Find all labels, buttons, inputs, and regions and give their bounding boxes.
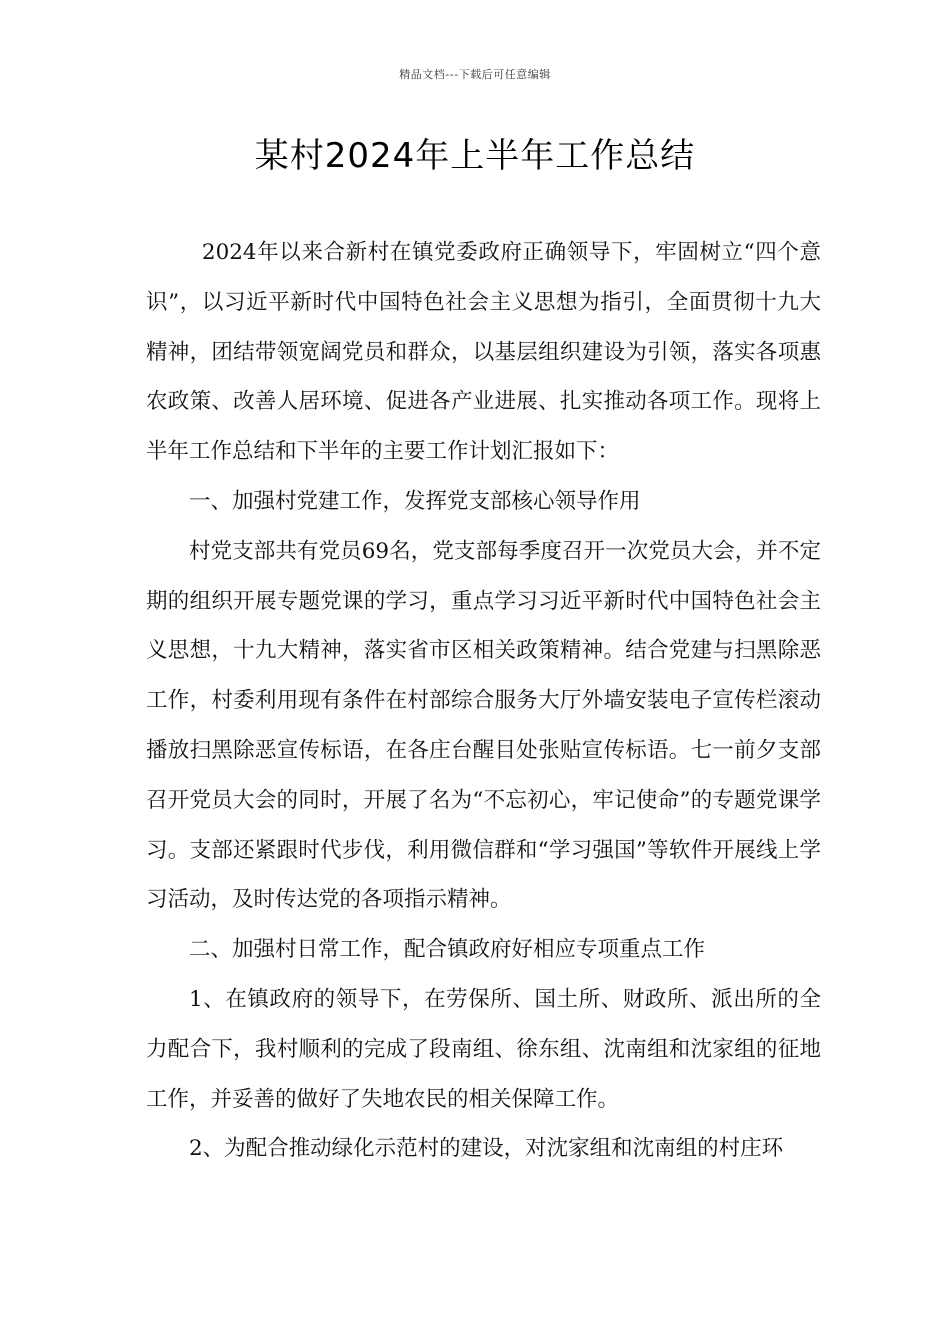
document-body	[146, 228, 821, 1174]
paragraph-intro: 2024年以来合新村在镇党委政府正确领导下，牢固树立“四个意识”，以习近平新时代中国特色社会主义思想为指引，全面贯彻十九大精神，团结带领宽阔党员和群众，以基层组织建设为引领，落实各项惠农政策、改善人居环境、促进各产业进展、扎实推动各项工作。现将上半年工作总结和下半年的主要工作计划汇报如下：	[146, 240, 821, 465]
paragraph-item-1: 1、在镇政府的领导下，在劳保所、国土所、财政所、派出所的全力配合下，我村顺利的完成了段南组、徐东组、沈南组和沈家组的征地工作，并妥善的做好了失地农民的相关保障工作。	[146, 986, 821, 1112]
header-note: 精品文档---下载后可任意编辑	[399, 68, 551, 81]
section-heading-1: 一、加强村党建工作，发挥党支部核心领导作用	[189, 488, 641, 514]
document-title: 某村2024年上半年工作总结	[254, 136, 696, 176]
paragraph-item-2: 2、为配合推动绿化示范村的建设，对沈家组和沈南组的村庄环	[189, 1136, 784, 1162]
paragraph-party-building: 村党支部共有党员69名，党支部每季度召开一次党员大会，并不定期的组织开展专题党课的学习，重点学习习近平新时代中国特色社会主义思想，十九大精神，落实省市区相关政策精神。结合党建与扫黑除恶工作，村委利用现有条件在村部综合服务大厅外墙安装电子宣传栏滚动播放扫黑除恶宣传标语，在各庄台醒目处张贴宣传标语。七一前夕支部召开党员大会的同时，开展了名为“不忘初心，牢记使命”的专题党课学习。支部还紧跟时代步伐，利用微信群和“学习强国”等软件开展线上学习活动，及时传达党的各项指示精神。	[146, 538, 821, 913]
section-heading-2: 二、加强村日常工作，配合镇政府好相应专项重点工作	[189, 937, 706, 963]
